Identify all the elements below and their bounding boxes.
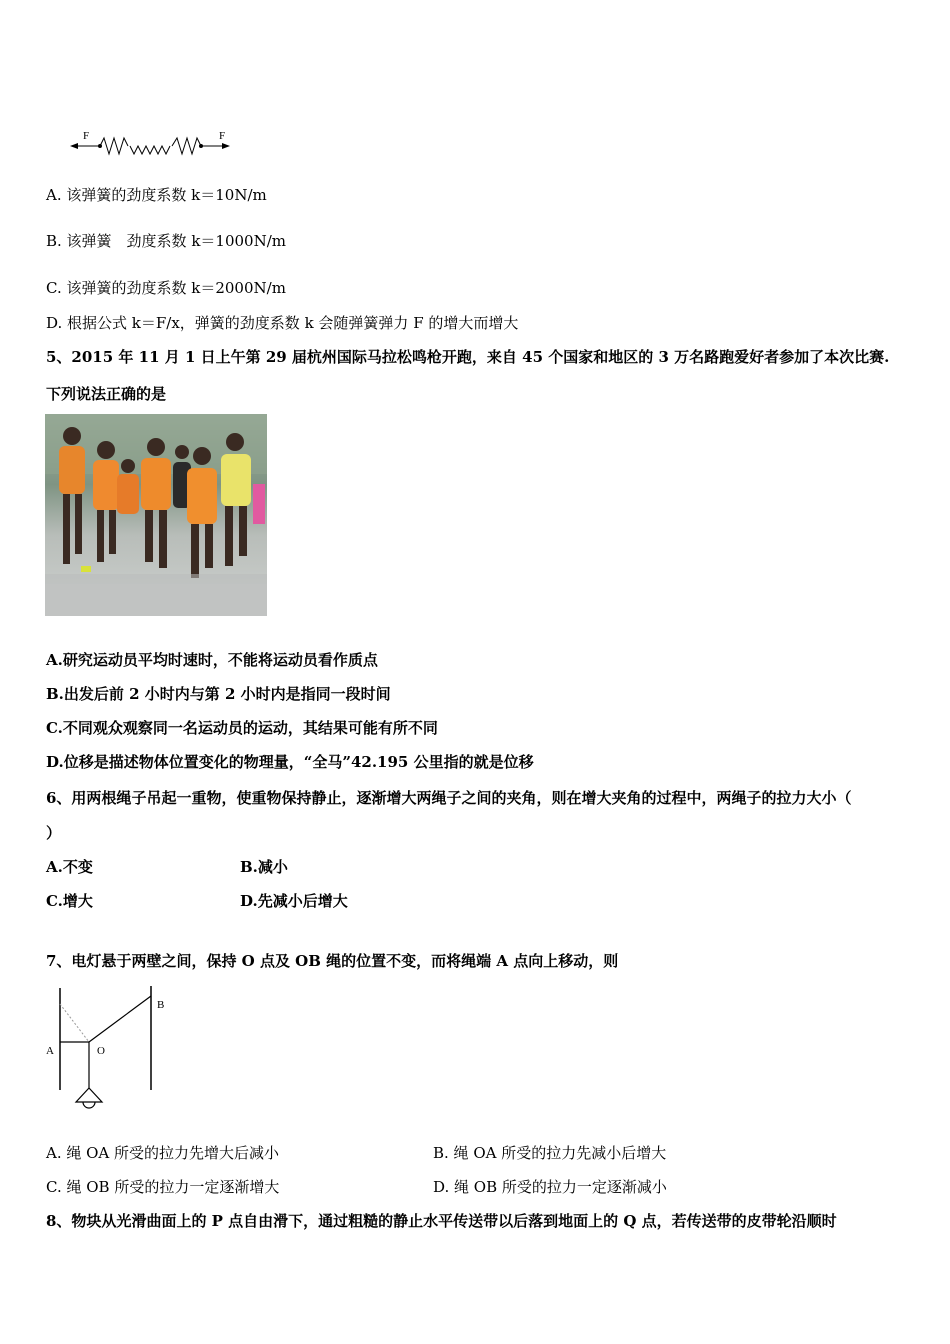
q7-option-c: C. 绳 OB 所受的拉力一定逐渐增大 xyxy=(46,1178,280,1196)
q6-stem-line2: ） xyxy=(46,824,62,842)
q5-option-a: A.研究运动员平均时速时，不能将运动员看作质点 xyxy=(46,651,378,669)
q5-option-b: B.出发后前 2 小时内与第 2 小时内是指同一段时间 xyxy=(46,685,391,703)
q7-option-a: A. 绳 OA 所受的拉力先增大后减小 xyxy=(46,1144,280,1162)
q4-option-b: B. 该弹簧 劲度系数 k＝1000N/m xyxy=(46,232,286,250)
lamp-figure xyxy=(44,984,176,1116)
q7-stem: 7、电灯悬于两壁之间，保持 O 点及 OB 绳的位置不变，而将绳端 A 点向上移动，则 xyxy=(46,952,619,970)
left-force-label: F xyxy=(83,130,90,142)
point-o-label: O xyxy=(97,1045,105,1057)
q5-stem-line2: 下列说法正确的是 xyxy=(46,385,167,403)
q6-option-a: A.不变 xyxy=(46,858,93,876)
q8-stem-line1: 8、物块从光滑曲面上的 P 点自由滑下，通过粗糙的静止水平传送带以后落到地面上的 Q 点，若传送带的皮带轮沿顺时 xyxy=(46,1212,837,1230)
q7-option-b: B. 绳 OA 所受的拉力先减小后增大 xyxy=(433,1144,667,1162)
spring-figure xyxy=(66,128,236,162)
q4-option-c: C. 该弹簧的劲度系数 k＝2000N/m xyxy=(46,279,286,297)
q6-option-d: D.先减小后增大 xyxy=(240,892,348,910)
q4-option-a: A. 该弹簧的劲度系数 k＝10N/m xyxy=(46,186,267,204)
q7-option-d: D. 绳 OB 所受的拉力一定逐渐减小 xyxy=(433,1178,667,1196)
q6-option-c: C.增大 xyxy=(46,892,93,910)
marathon-photo xyxy=(45,414,267,616)
point-b-label: B xyxy=(157,999,165,1011)
q5-stem-line1: 5、2015 年 11 月 1 日上午第 29 届杭州国际马拉松鸣枪开跑，来自 45 个国家和地区的 3 万名路跑爱好者参加了本次比赛. xyxy=(46,348,890,366)
q5-option-c: C.不同观众观察同一名运动员的运动，其结果可能有所不同 xyxy=(46,719,438,737)
q6-option-b: B.减小 xyxy=(240,858,288,876)
point-a-label: A xyxy=(46,1045,54,1057)
q4-option-d: D. 根据公式 k＝F/x，弹簧的劲度系数 k 会随弹簧弹力 F 的增大而增大 xyxy=(46,314,519,332)
right-force-label: F xyxy=(219,130,226,142)
q6-stem-line1: 6、用两根绳子吊起一重物，使重物保持静止，逐渐增大两绳子之间的夹角，则在增大夹角的过程中，两绳子的拉力大小（ xyxy=(46,789,852,807)
q5-option-d: D.位移是描述物体位置变化的物理量，“全马”42.195 公里指的就是位移 xyxy=(46,753,534,771)
